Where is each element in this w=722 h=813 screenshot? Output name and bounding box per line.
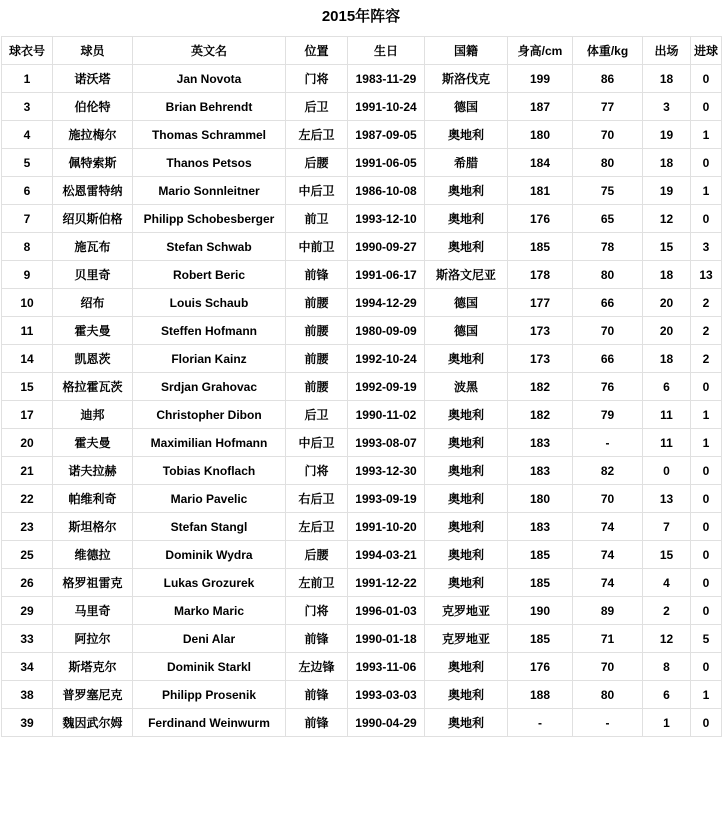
table-cell: 奥地利 — [425, 177, 508, 205]
table-cell: 1987-09-05 — [348, 121, 425, 149]
header-cell-4: 生日 — [348, 37, 425, 65]
table-cell: 1994-12-29 — [348, 289, 425, 317]
table-cell: 奥地利 — [425, 457, 508, 485]
table-cell: 0 — [691, 709, 722, 737]
table-cell: 0 — [691, 597, 722, 625]
table-cell: 2 — [691, 289, 722, 317]
table-cell: 65 — [573, 205, 643, 233]
table-cell: 26 — [2, 569, 53, 597]
table-row — [2, 597, 722, 625]
table-cell: 0 — [691, 541, 722, 569]
table-cell: 前腰 — [286, 317, 348, 345]
table-cell: 帕维利奇 — [53, 485, 133, 513]
table-cell: 11 — [2, 317, 53, 345]
table-cell: 0 — [691, 65, 722, 93]
table-cell: 德国 — [425, 289, 508, 317]
table-cell: 1991-10-24 — [348, 93, 425, 121]
table-cell: 1991-10-20 — [348, 513, 425, 541]
table-cell: 1994-03-21 — [348, 541, 425, 569]
table-row — [2, 317, 722, 345]
table-cell: 迪邦 — [53, 401, 133, 429]
table-row — [2, 289, 722, 317]
table-cell: 75 — [573, 177, 643, 205]
table-cell: 德国 — [425, 317, 508, 345]
table-cell: 松恩雷特纳 — [53, 177, 133, 205]
table-cell: 14 — [2, 345, 53, 373]
header-cell-9: 进球 — [691, 37, 722, 65]
table-cell: Florian Kainz — [133, 345, 286, 373]
table-cell: 6 — [643, 681, 691, 709]
table-cell: 0 — [691, 653, 722, 681]
table-cell: 7 — [2, 205, 53, 233]
table-cell: 184 — [508, 149, 573, 177]
table-cell: 奥地利 — [425, 681, 508, 709]
table-cell: Thanos Petsos — [133, 149, 286, 177]
table-cell: 0 — [691, 457, 722, 485]
table-cell: 诺沃塔 — [53, 65, 133, 93]
header-cell-1: 球员 — [53, 37, 133, 65]
table-cell: 格罗祖雷克 — [53, 569, 133, 597]
table-cell: 门将 — [286, 457, 348, 485]
table-cell: 12 — [643, 625, 691, 653]
table-cell: 左后卫 — [286, 121, 348, 149]
table-cell: Stefan Stangl — [133, 513, 286, 541]
table-cell: 斯坦格尔 — [53, 513, 133, 541]
table-cell: 1 — [643, 709, 691, 737]
table-cell: 前卫 — [286, 205, 348, 233]
table-cell: 8 — [2, 233, 53, 261]
table-cell: Louis Schaub — [133, 289, 286, 317]
table-cell: 奥地利 — [425, 709, 508, 737]
table-cell: 25 — [2, 541, 53, 569]
table-cell: 11 — [643, 401, 691, 429]
squad-table — [1, 36, 722, 737]
table-cell: 奥地利 — [425, 569, 508, 597]
table-cell: 1 — [2, 65, 53, 93]
table-cell: 奥地利 — [425, 541, 508, 569]
table-cell: 希腊 — [425, 149, 508, 177]
table-cell: 2 — [691, 345, 722, 373]
table-cell: 9 — [2, 261, 53, 289]
table-cell: 74 — [573, 569, 643, 597]
table-cell: 77 — [573, 93, 643, 121]
table-cell: 0 — [691, 373, 722, 401]
table-row — [2, 429, 722, 457]
table-cell: 15 — [643, 541, 691, 569]
table-cell: 马里奇 — [53, 597, 133, 625]
table-cell: 178 — [508, 261, 573, 289]
table-cell: 奥地利 — [425, 429, 508, 457]
table-cell: 1990-09-27 — [348, 233, 425, 261]
table-cell: 79 — [573, 401, 643, 429]
table-row — [2, 541, 722, 569]
table-cell: 0 — [691, 485, 722, 513]
table-cell: 1 — [691, 681, 722, 709]
table-cell: Thomas Schrammel — [133, 121, 286, 149]
table-cell: 70 — [573, 317, 643, 345]
table-cell: 33 — [2, 625, 53, 653]
table-cell: 0 — [691, 569, 722, 597]
table-cell: 82 — [573, 457, 643, 485]
table-cell: 176 — [508, 653, 573, 681]
table-cell: 74 — [573, 541, 643, 569]
header-row — [2, 37, 722, 65]
table-cell: Maximilian Hofmann — [133, 429, 286, 457]
table-cell: 78 — [573, 233, 643, 261]
table-cell: 190 — [508, 597, 573, 625]
table-cell: 凯恩茨 — [53, 345, 133, 373]
table-cell: 22 — [2, 485, 53, 513]
table-cell: 2 — [691, 317, 722, 345]
table-cell: 66 — [573, 345, 643, 373]
table-row — [2, 457, 722, 485]
table-cell: 173 — [508, 317, 573, 345]
table-cell: - — [573, 709, 643, 737]
table-cell: 39 — [2, 709, 53, 737]
table-cell: 后腰 — [286, 541, 348, 569]
table-cell: 4 — [2, 121, 53, 149]
table-cell: 后卫 — [286, 401, 348, 429]
table-cell: 波黑 — [425, 373, 508, 401]
table-cell: 80 — [573, 261, 643, 289]
table-cell: 奥地利 — [425, 513, 508, 541]
table-cell: 右后卫 — [286, 485, 348, 513]
table-cell: 后卫 — [286, 93, 348, 121]
table-cell: 11 — [643, 429, 691, 457]
table-cell: 霍夫曼 — [53, 317, 133, 345]
table-cell: 3 — [691, 233, 722, 261]
table-cell: 29 — [2, 597, 53, 625]
table-cell: 10 — [2, 289, 53, 317]
table-cell: 182 — [508, 401, 573, 429]
table-cell: Mario Sonnleitner — [133, 177, 286, 205]
table-cell: 176 — [508, 205, 573, 233]
table-cell: - — [573, 429, 643, 457]
header-cell-6: 身高/cm — [508, 37, 573, 65]
table-cell: 前锋 — [286, 625, 348, 653]
table-cell: 克罗地亚 — [425, 597, 508, 625]
table-cell: Ferdinand Weinwurm — [133, 709, 286, 737]
table-cell: 奥地利 — [425, 653, 508, 681]
table-cell: 86 — [573, 65, 643, 93]
header-cell-2: 英文名 — [133, 37, 286, 65]
table-cell: 80 — [573, 149, 643, 177]
table-cell: 182 — [508, 373, 573, 401]
table-cell: 13 — [643, 485, 691, 513]
table-cell: 1996-01-03 — [348, 597, 425, 625]
table-cell: 89 — [573, 597, 643, 625]
table-cell: 奥地利 — [425, 233, 508, 261]
table-cell: 1983-11-29 — [348, 65, 425, 93]
table-cell: Brian Behrendt — [133, 93, 286, 121]
table-cell: Philipp Schobesberger — [133, 205, 286, 233]
table-cell: 霍夫曼 — [53, 429, 133, 457]
table-row — [2, 261, 722, 289]
header-cell-0: 球衣号 — [2, 37, 53, 65]
table-cell: 格拉霍瓦茨 — [53, 373, 133, 401]
table-cell: 前腰 — [286, 373, 348, 401]
table-cell: 前锋 — [286, 261, 348, 289]
table-cell: Philipp Prosenik — [133, 681, 286, 709]
table-cell: 伯伦特 — [53, 93, 133, 121]
table-cell: 普罗塞尼克 — [53, 681, 133, 709]
table-cell: 15 — [2, 373, 53, 401]
table-cell: 1993-08-07 — [348, 429, 425, 457]
table-cell: 3 — [2, 93, 53, 121]
table-cell: 180 — [508, 485, 573, 513]
table-row — [2, 709, 722, 737]
header-cell-8: 出场 — [643, 37, 691, 65]
table-cell: 绍布 — [53, 289, 133, 317]
table-cell: 1 — [691, 429, 722, 457]
table-cell: 1993-12-10 — [348, 205, 425, 233]
table-cell: 中前卫 — [286, 233, 348, 261]
table-cell: 17 — [2, 401, 53, 429]
table-cell: 18 — [643, 65, 691, 93]
table-cell: Jan Novota — [133, 65, 286, 93]
table-cell: 181 — [508, 177, 573, 205]
table-cell: 1 — [691, 401, 722, 429]
table-cell: 施拉梅尔 — [53, 121, 133, 149]
table-cell: 13 — [691, 261, 722, 289]
header-cell-7: 体重/kg — [573, 37, 643, 65]
table-cell: 德国 — [425, 93, 508, 121]
table-cell: 左边锋 — [286, 653, 348, 681]
table-cell: 门将 — [286, 65, 348, 93]
table-cell: 1993-11-06 — [348, 653, 425, 681]
table-cell: 1992-09-19 — [348, 373, 425, 401]
table-cell: Srdjan Grahovac — [133, 373, 286, 401]
table-cell: Marko Maric — [133, 597, 286, 625]
table-cell: 前锋 — [286, 709, 348, 737]
table-cell: 173 — [508, 345, 573, 373]
table-cell: Dominik Wydra — [133, 541, 286, 569]
table-row — [2, 513, 722, 541]
table-cell: 21 — [2, 457, 53, 485]
table-cell: 0 — [691, 205, 722, 233]
table-row — [2, 625, 722, 653]
table-cell: 71 — [573, 625, 643, 653]
table-cell: Christopher Dibon — [133, 401, 286, 429]
table-cell: 克罗地亚 — [425, 625, 508, 653]
table-cell: 38 — [2, 681, 53, 709]
table-row — [2, 681, 722, 709]
table-cell: 斯洛伐克 — [425, 65, 508, 93]
table-cell: 魏因武尔姆 — [53, 709, 133, 737]
table-cell: 维德拉 — [53, 541, 133, 569]
table-cell: 1991-06-05 — [348, 149, 425, 177]
table-cell: 1 — [691, 177, 722, 205]
table-cell: 左前卫 — [286, 569, 348, 597]
table-row — [2, 569, 722, 597]
table-cell: 中后卫 — [286, 429, 348, 457]
table-cell: Robert Beric — [133, 261, 286, 289]
table-cell: 3 — [643, 93, 691, 121]
table-cell: 76 — [573, 373, 643, 401]
header-cell-3: 位置 — [286, 37, 348, 65]
table-cell: 诺夫拉赫 — [53, 457, 133, 485]
table-cell: 180 — [508, 121, 573, 149]
table-cell: 1991-06-17 — [348, 261, 425, 289]
table-cell: Stefan Schwab — [133, 233, 286, 261]
table-cell: 0 — [691, 513, 722, 541]
table-cell: Lukas Grozurek — [133, 569, 286, 597]
table-cell: 中后卫 — [286, 177, 348, 205]
table-cell: 8 — [643, 653, 691, 681]
table-cell: 19 — [643, 121, 691, 149]
table-cell: Deni Alar — [133, 625, 286, 653]
table-cell: - — [508, 709, 573, 737]
table-cell: 199 — [508, 65, 573, 93]
table-cell: 70 — [573, 121, 643, 149]
table-cell: 0 — [691, 93, 722, 121]
table-cell: 183 — [508, 513, 573, 541]
table-row — [2, 121, 722, 149]
table-cell: 187 — [508, 93, 573, 121]
table-cell: 0 — [691, 149, 722, 177]
table-body — [2, 65, 722, 737]
header-cell-5: 国籍 — [425, 37, 508, 65]
table-cell: 1986-10-08 — [348, 177, 425, 205]
table-cell: 74 — [573, 513, 643, 541]
table-cell: 1990-01-18 — [348, 625, 425, 653]
table-cell: 奥地利 — [425, 485, 508, 513]
table-cell: 70 — [573, 485, 643, 513]
table-cell: 奥地利 — [425, 401, 508, 429]
table-cell: 20 — [643, 317, 691, 345]
table-row — [2, 149, 722, 177]
table-cell: 前腰 — [286, 345, 348, 373]
table-cell: 23 — [2, 513, 53, 541]
table-cell: 6 — [643, 373, 691, 401]
table-cell: 奥地利 — [425, 121, 508, 149]
table-row — [2, 485, 722, 513]
table-cell: 前锋 — [286, 681, 348, 709]
table-row — [2, 401, 722, 429]
table-cell: 1993-12-30 — [348, 457, 425, 485]
table-row — [2, 205, 722, 233]
table-cell: 5 — [691, 625, 722, 653]
table-cell: 1991-12-22 — [348, 569, 425, 597]
table-cell: 6 — [2, 177, 53, 205]
table-cell: 阿拉尔 — [53, 625, 133, 653]
table-cell: 185 — [508, 233, 573, 261]
table-cell: Tobias Knoflach — [133, 457, 286, 485]
table-cell: 34 — [2, 653, 53, 681]
table-cell: 12 — [643, 205, 691, 233]
table-cell: 佩特索斯 — [53, 149, 133, 177]
table-cell: 80 — [573, 681, 643, 709]
table-cell: 1980-09-09 — [348, 317, 425, 345]
table-row — [2, 345, 722, 373]
table-cell: 1993-03-03 — [348, 681, 425, 709]
page-title: 2015年阵容 — [321, 8, 401, 25]
table-cell: 185 — [508, 625, 573, 653]
table-cell: 后腰 — [286, 149, 348, 177]
table-row — [2, 653, 722, 681]
table-row — [2, 233, 722, 261]
table-cell: 前腰 — [286, 289, 348, 317]
table-cell: 4 — [643, 569, 691, 597]
table-cell: 1990-11-02 — [348, 401, 425, 429]
table-cell: 0 — [643, 457, 691, 485]
table-cell: 1 — [691, 121, 722, 149]
table-cell: 奥地利 — [425, 345, 508, 373]
table-cell: 斯洛文尼亚 — [425, 261, 508, 289]
table-cell: 18 — [643, 261, 691, 289]
table-cell: Mario Pavelic — [133, 485, 286, 513]
table-cell: 5 — [2, 149, 53, 177]
table-cell: 20 — [643, 289, 691, 317]
table-row — [2, 65, 722, 93]
table-cell: 18 — [643, 149, 691, 177]
table-cell: 1993-09-19 — [348, 485, 425, 513]
table-cell: 70 — [573, 653, 643, 681]
table-cell: 18 — [643, 345, 691, 373]
table-cell: Dominik Starkl — [133, 653, 286, 681]
table-cell: 2 — [643, 597, 691, 625]
table-cell: 贝里奇 — [53, 261, 133, 289]
table-cell: 绍贝斯伯格 — [53, 205, 133, 233]
table-cell: 185 — [508, 569, 573, 597]
table-cell: 1990-04-29 — [348, 709, 425, 737]
table-cell: 183 — [508, 429, 573, 457]
table-cell: 1992-10-24 — [348, 345, 425, 373]
table-row — [2, 177, 722, 205]
table-cell: 177 — [508, 289, 573, 317]
table-cell: 185 — [508, 541, 573, 569]
table-cell: 66 — [573, 289, 643, 317]
table-cell: 15 — [643, 233, 691, 261]
table-cell: 183 — [508, 457, 573, 485]
table-cell: 门将 — [286, 597, 348, 625]
table-cell: 19 — [643, 177, 691, 205]
table-row — [2, 93, 722, 121]
table-cell: 188 — [508, 681, 573, 709]
table-row — [2, 373, 722, 401]
table-cell: 斯塔克尔 — [53, 653, 133, 681]
table-cell: 左后卫 — [286, 513, 348, 541]
table-cell: 奥地利 — [425, 205, 508, 233]
table-cell: 施瓦布 — [53, 233, 133, 261]
table-cell: 7 — [643, 513, 691, 541]
table-cell: Steffen Hofmann — [133, 317, 286, 345]
table-cell: 20 — [2, 429, 53, 457]
